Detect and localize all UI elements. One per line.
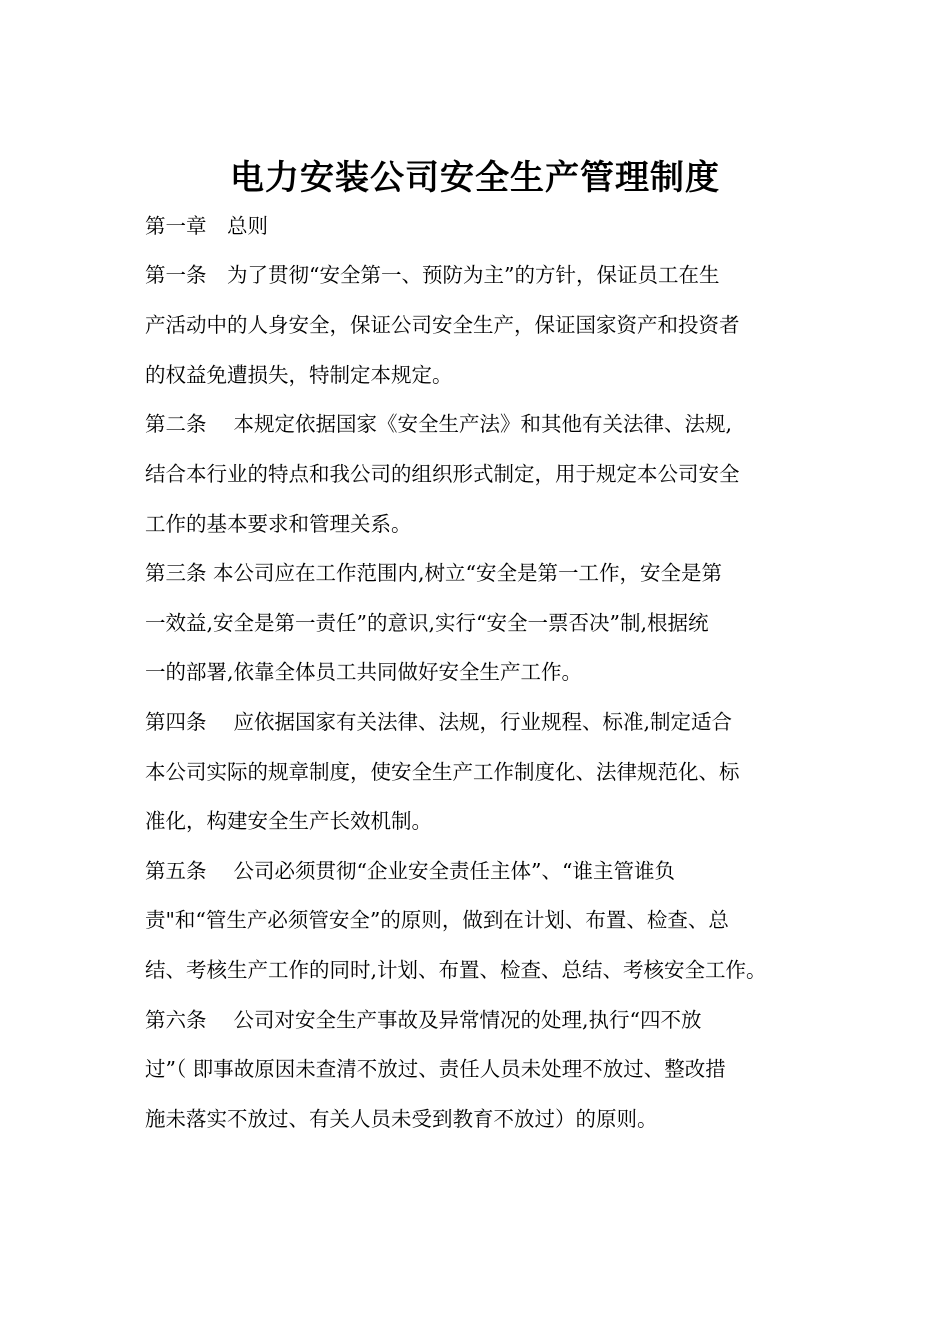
article-2-line-3: 工作的基本要求和管理关系。 bbox=[145, 512, 412, 536]
article-5-line-1: 第五条 公司必须贯彻“企业安全责任主体”、“谁主管谁负 bbox=[145, 859, 675, 883]
article-6-line-3: 施未落实不放过、有关人员未受到教育不放过）的原则。 bbox=[145, 1107, 658, 1131]
article-5-line-2: 责"和“管生产必须管安全”的原则，做到在计划、布置、检查、总 bbox=[145, 908, 729, 932]
article-2-line-2: 结合本行业的特点和我公司的组织形式制定，用于规定本公司安全 bbox=[145, 462, 740, 486]
document-title: 电力安装公司安全生产管理制度 bbox=[230, 158, 720, 198]
article-1-line-3: 的权益免遭损失，特制定本规定。 bbox=[145, 363, 453, 387]
article-6-line-1: 第六条 公司对安全生产事故及异常情况的处理,执行“四不放 bbox=[145, 1008, 702, 1032]
article-3-line-2: 一效益,安全是第一责任”的意识,实行“安全一票否决”制,根据统 bbox=[145, 611, 709, 635]
article-4-line-1: 第四条 应依据国家有关法律、法规，行业规程、标准,制定适合 bbox=[145, 710, 733, 734]
article-4-line-3: 准化，构建安全生产长效机制。 bbox=[145, 809, 432, 833]
article-1-line-1: 第一条 为了贯彻“安全第一、预防为主”的方针，保证员工在生 bbox=[145, 263, 720, 287]
article-2-line-1: 第二条 本规定依据国家《安全生产法》和其他有关法律、法规, bbox=[145, 412, 733, 436]
article-6-line-2: 过”（ 即事故原因未查清不放过、责任人员未处理不放过、整改措 bbox=[145, 1057, 726, 1081]
chapter-heading: 第一章 总则 bbox=[145, 214, 268, 238]
article-3-line-3: 一的部署,依靠全体员工共同做好安全生产工作。 bbox=[145, 660, 583, 684]
article-1-line-2: 产活动中的人身安全，保证公司安全生产，保证国家资产和投资者 bbox=[145, 313, 740, 337]
article-3-line-1: 第三条 本公司应在工作范围内,树立“安全是第一工作，安全是第 bbox=[145, 561, 723, 585]
article-5-line-3: 结、考核生产工作的同时,计划、布置、检查、总结、考核安全工作。 bbox=[145, 958, 767, 982]
article-4-line-2: 本公司实际的规章制度，使安全生产工作制度化、法律规范化、标 bbox=[145, 760, 740, 784]
